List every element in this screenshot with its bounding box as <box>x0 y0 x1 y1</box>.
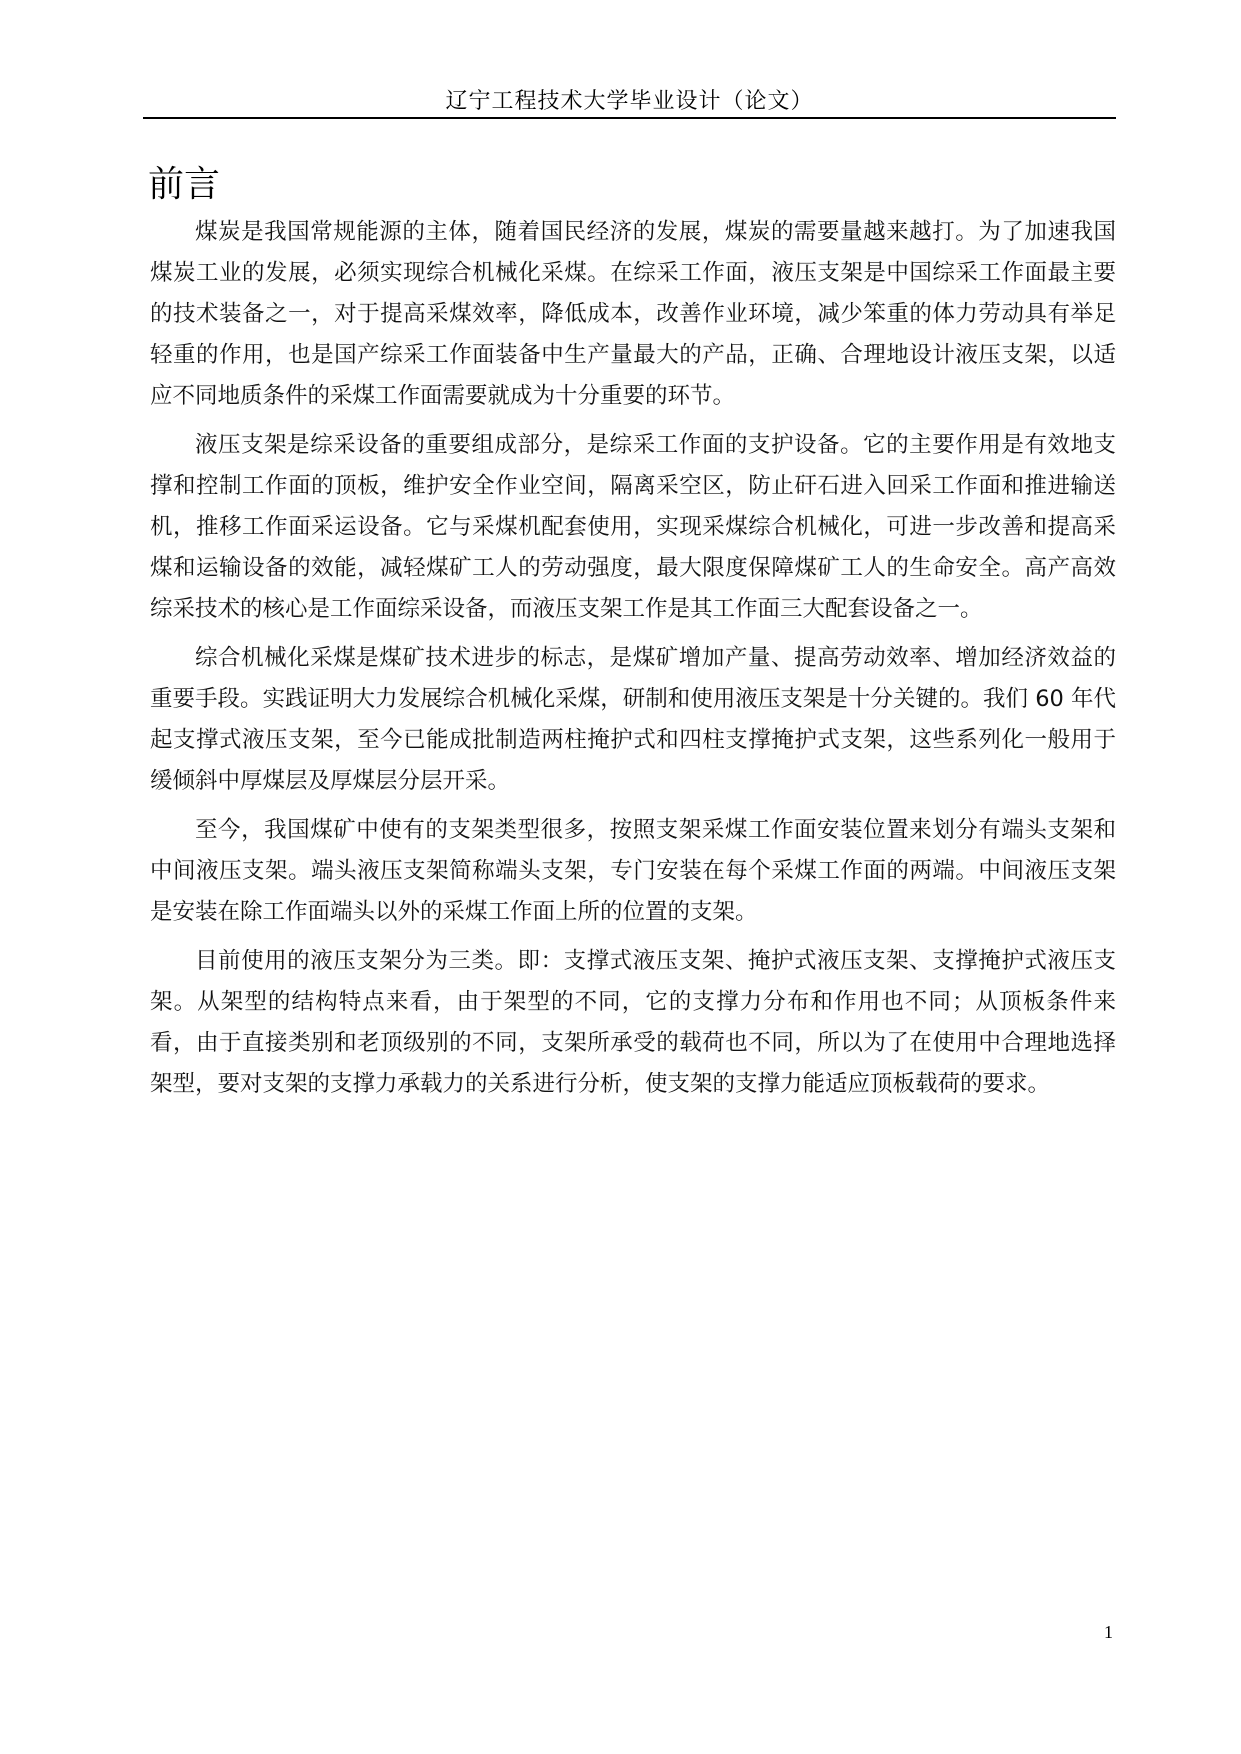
body-text <box>150 212 1116 1113</box>
header-rule <box>143 117 1116 119</box>
paragraph: 至今，我国煤矿中使有的支架类型很多，按照支架采煤工作面安装位置来划分有端头支架和中间液压支架。端头液压支架简称端头支架，专门安装在每个采煤工作面的两端。中间液压支架是安装在除工作面端头以外的采煤工作面上所的位置的支架。 <box>150 817 1116 925</box>
running-header: 辽宁工程技术大学毕业设计（论文） <box>445 89 814 114</box>
section-title: 前言 <box>148 164 221 205</box>
page-number: 1 <box>1104 1622 1113 1642</box>
paragraph: 液压支架是综采设备的重要组成部分，是综采工作面的支护设备。它的主要作用是有效地支撑和控制工作面的顶板，维护安全作业空间，隔离采空区，防止矸石进入回采工作面和推进输送机，推移工作面采运设备。它与采煤机配套使用，实现采煤综合机械化，可进一步改善和提高采煤和运输设备的效能，减轻煤矿工人的劳动强度，最大限度保障煤矿工人的生命安全。高产高效综采技术的核心是工作面综采设备，而液压支架工作是其工作面三大配套设备之一。 <box>150 432 1116 622</box>
paragraph: 目前使用的液压支架分为三类。即：支撑式液压支架、掩护式液压支架、支撑掩护式液压支架。从架型的结构特点来看，由于架型的不同，它的支撑力分布和作用也不同；从顶板条件来看，由于直接类别和老顶级别的不同，支架所承受的载荷也不同，所以为了在使用中合理地选择架型，要对支架的支撑力承载力的关系进行分析，使支架的支撑力能适应顶板载荷的要求。 <box>150 948 1116 1097</box>
paragraph: 煤炭是我国常规能源的主体，随着国民经济的发展，煤炭的需要量越来越打。为了加速我国煤炭工业的发展，必须实现综合机械化采煤。在综采工作面，液压支架是中国综采工作面最主要的技术装备之一，对于提高采煤效率，降低成本，改善作业环境，减少笨重的体力劳动具有举足轻重的作用，也是国产综采工作面装备中生产量最大的产品，正确、合理地设计液压支架，以适应不同地质条件的采煤工作面需要就成为十分重要的环节。 <box>150 219 1116 409</box>
paragraph: 综合机械化采煤是煤矿技术进步的标志，是煤矿增加产量、提高劳动效率、增加经济效益的重要手段。实践证明大力发展综合机械化采煤，研制和使用液压支架是十分关键的。我们 60 年代起支撑式液压支架，至今已能成批制造两柱掩护式和四柱支撑掩护式支架，这些系列化一般用于缓倾斜中厚煤层及厚煤层分层开采。 <box>150 645 1116 794</box>
